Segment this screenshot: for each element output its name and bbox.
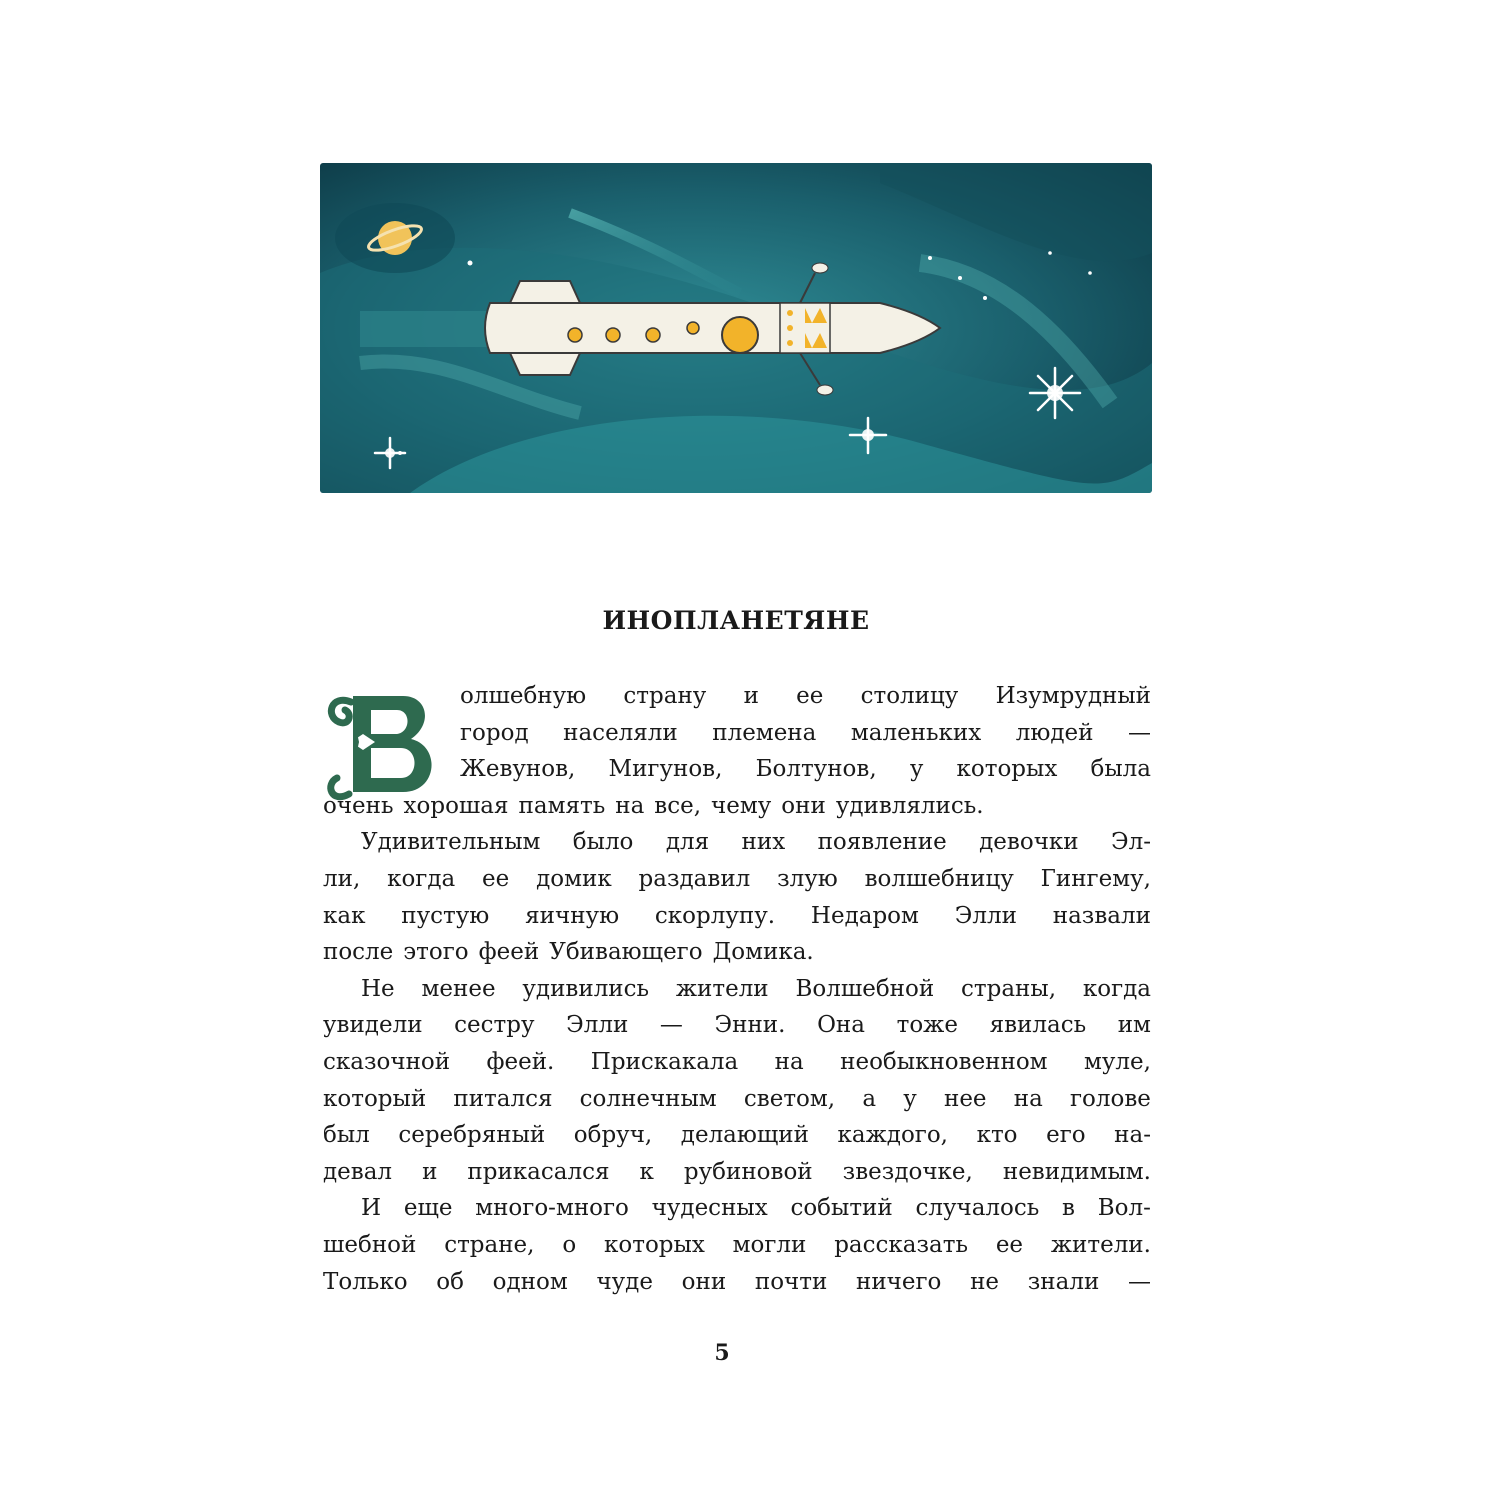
text-line: [323, 1007, 1151, 1044]
word: Прискакала: [590, 1048, 739, 1075]
word: Вол-: [1097, 1195, 1151, 1222]
word: одном: [492, 1268, 568, 1295]
word: ли,: [323, 865, 361, 892]
word: почти: [754, 1268, 828, 1295]
word: Удивительным: [361, 829, 541, 856]
word: столицу: [860, 683, 959, 709]
word: после: [323, 939, 394, 966]
text-line: [323, 824, 1151, 861]
text-line: [323, 1154, 1151, 1191]
word: случалось: [915, 1195, 1040, 1222]
word: ее: [796, 683, 824, 709]
word: как: [323, 902, 366, 929]
word: у: [909, 756, 924, 783]
word: на: [1013, 1085, 1043, 1112]
word: и: [743, 683, 759, 709]
word: Домика.: [712, 939, 814, 966]
word: был: [323, 1122, 370, 1149]
body-text: [323, 678, 1151, 1300]
word: Только: [323, 1268, 408, 1295]
word: которых: [604, 1231, 705, 1258]
word: кто: [976, 1122, 1018, 1149]
text-line: [323, 971, 1151, 1008]
word: нее: [943, 1085, 987, 1112]
page-number: 5: [714, 1340, 730, 1366]
word: знали: [1027, 1268, 1100, 1295]
word: его: [1046, 1122, 1086, 1149]
word: людей: [1015, 719, 1094, 746]
word: необыкновенном: [840, 1048, 1048, 1075]
space-scene: [320, 163, 1152, 493]
word: было: [572, 829, 634, 856]
word: много-много: [475, 1195, 629, 1222]
word: увидели: [323, 1012, 423, 1039]
word: им: [1117, 1012, 1151, 1039]
word: к: [639, 1158, 654, 1185]
word: скорлупу.: [654, 902, 776, 929]
word: о: [562, 1231, 577, 1258]
word: назвали: [1052, 902, 1151, 929]
word: тоже: [896, 1012, 958, 1039]
word: а: [862, 1085, 877, 1112]
word: Она: [817, 1012, 865, 1039]
word: Эл-: [1111, 829, 1151, 856]
word: чудесных: [651, 1195, 768, 1222]
word: волшебницу: [864, 865, 1014, 892]
word: у: [903, 1085, 917, 1112]
word: олшебную: [460, 683, 587, 709]
word: об: [436, 1268, 464, 1295]
word: еще: [403, 1195, 453, 1222]
word: страны,: [961, 975, 1057, 1002]
word: очень: [323, 792, 394, 819]
word: удивлялись.: [835, 792, 984, 819]
word: невидимым.: [1002, 1158, 1151, 1185]
word: который: [323, 1085, 427, 1112]
word: на: [615, 792, 645, 819]
word: голове: [1070, 1085, 1151, 1112]
word: —: [1127, 1268, 1151, 1295]
word: жители.: [1050, 1231, 1151, 1258]
word: муле,: [1083, 1048, 1151, 1075]
word: ее: [995, 1231, 1024, 1258]
word: город: [460, 719, 529, 746]
word: рассказать: [834, 1231, 968, 1258]
word: яичную: [525, 902, 620, 929]
word: солнечным: [579, 1085, 717, 1112]
word: и: [422, 1158, 438, 1185]
word: этого: [403, 939, 469, 966]
text-line: [323, 1081, 1151, 1118]
word: которых: [956, 756, 1058, 783]
word: на-: [1114, 1122, 1151, 1149]
word: рубиновой: [683, 1158, 813, 1185]
word: Элли: [954, 902, 1017, 929]
word: прикасался: [467, 1158, 610, 1185]
word: шебной: [323, 1231, 417, 1258]
text-line: [323, 1190, 1151, 1227]
text-line: [323, 1264, 1151, 1301]
word: событий: [790, 1195, 893, 1222]
word: Волшебной: [795, 975, 935, 1002]
word: Не: [361, 975, 395, 1002]
word: Изумрудный: [995, 683, 1151, 709]
word: Энни.: [714, 1012, 786, 1039]
word: явилась: [989, 1012, 1087, 1039]
word: память: [518, 792, 606, 819]
text-line: [323, 934, 1151, 971]
text-line: [323, 715, 1151, 752]
text-line: [323, 1117, 1151, 1154]
word: когда: [387, 865, 456, 892]
word: —: [659, 1012, 683, 1039]
word: Недаром: [810, 902, 919, 929]
word: пустую: [401, 902, 490, 929]
text-line: [323, 788, 1151, 825]
word: серебряный: [398, 1122, 546, 1149]
word: они: [681, 1268, 727, 1295]
word: каждого,: [837, 1122, 948, 1149]
text-line: [323, 678, 1151, 715]
word: Гингему,: [1040, 865, 1151, 892]
text-line: [323, 898, 1151, 935]
word: хорошая: [403, 792, 509, 819]
word: когда: [1082, 975, 1151, 1002]
text-line: [323, 1044, 1151, 1081]
word: феей.: [486, 1048, 555, 1075]
word: была: [1090, 756, 1151, 783]
word: звездочке,: [842, 1158, 973, 1185]
word: жители: [675, 975, 769, 1002]
word: девал: [323, 1158, 393, 1185]
word: Элли: [566, 1012, 629, 1039]
word: маленьких: [850, 719, 982, 746]
word: Мигунов,: [608, 756, 723, 783]
word: Убивающего: [549, 939, 703, 966]
word: —: [1127, 719, 1151, 746]
word: светом,: [743, 1085, 836, 1112]
word: ничего: [856, 1268, 942, 1295]
word: не: [970, 1268, 1000, 1295]
word: них: [741, 829, 786, 856]
chapter-title: ИНОПЛАНЕТЯНЕ: [602, 606, 870, 635]
word: ее: [482, 865, 510, 892]
word: чему: [711, 792, 772, 819]
word: на: [774, 1048, 804, 1075]
word: девочки: [979, 829, 1079, 856]
word: в: [1062, 1195, 1075, 1222]
word: племена: [712, 719, 817, 746]
text-line: [323, 861, 1151, 898]
word: делающий: [680, 1122, 809, 1149]
word: стране,: [444, 1231, 535, 1258]
word: могли: [732, 1231, 807, 1258]
word: удивились: [522, 975, 650, 1002]
word: сказочной: [323, 1048, 451, 1075]
word: менее: [421, 975, 496, 1002]
word: Болтунов,: [755, 756, 877, 783]
word: населяли: [563, 719, 678, 746]
word: питался: [453, 1085, 553, 1112]
word: Жевунов,: [460, 756, 576, 783]
word: раздавил: [638, 865, 751, 892]
word: сестру: [454, 1012, 535, 1039]
word: для: [665, 829, 710, 856]
word: появление: [817, 829, 947, 856]
text-line: [323, 751, 1151, 788]
word: И: [361, 1195, 382, 1222]
word: обруч,: [573, 1122, 653, 1149]
word: все,: [654, 792, 702, 819]
word: феей: [478, 939, 540, 966]
word: страну: [623, 683, 707, 709]
word: чуде: [596, 1268, 653, 1295]
word: злую: [777, 865, 838, 892]
word: домик: [536, 865, 612, 892]
text-line: [323, 1227, 1151, 1264]
word: они: [781, 792, 826, 819]
rocket-illustration: [320, 163, 1152, 493]
